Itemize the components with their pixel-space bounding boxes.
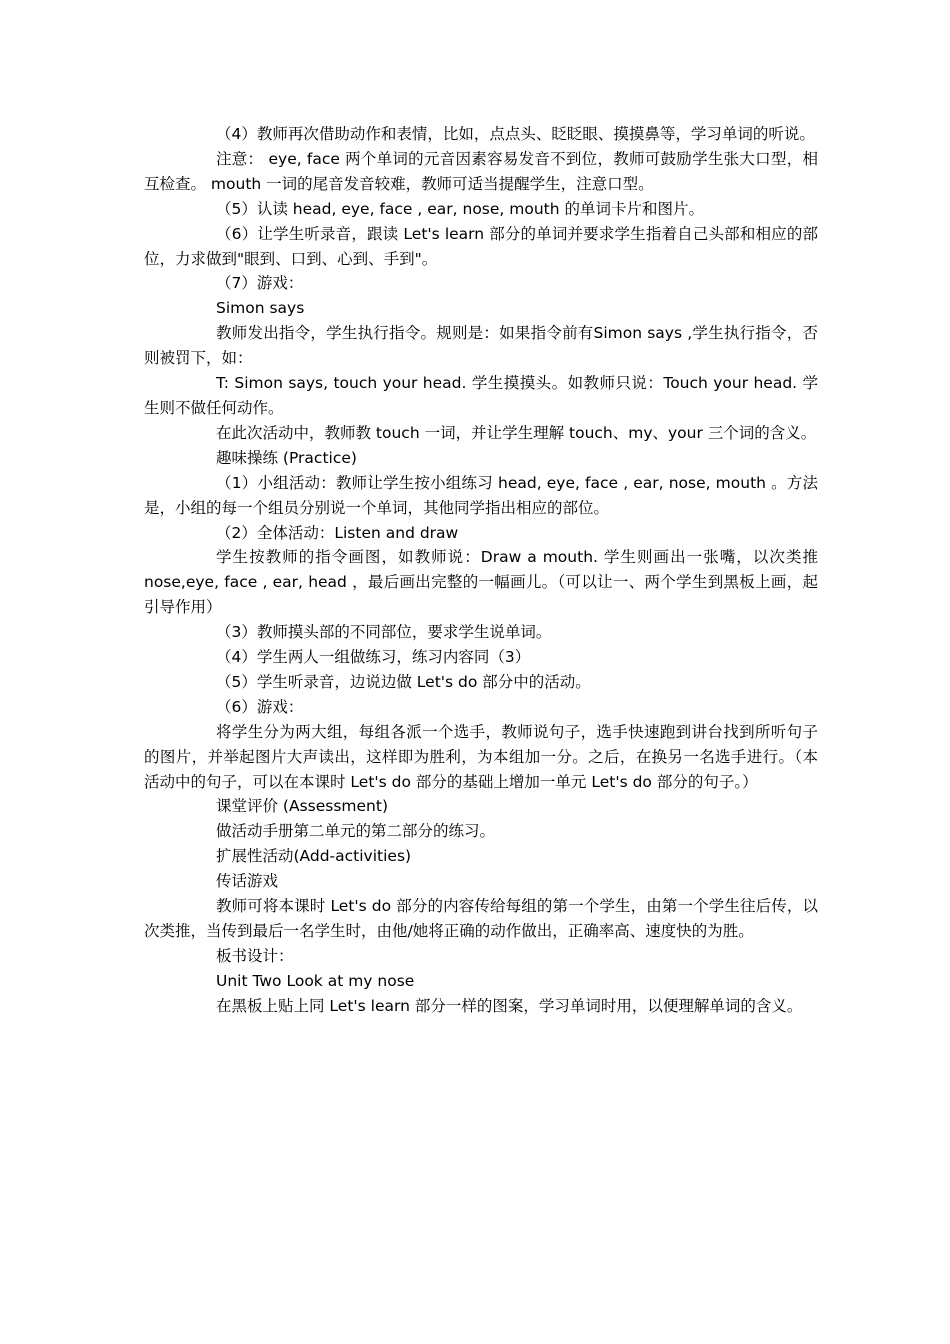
paragraph-whisper-game-detail: 教师可将本课时 Let's do 部分的内容传给每组的第一个学生，由第一个学生往后传，以次类推，当传到最后一名学生时，由他/她将正确的动作做出，正确率高、速度快的为胜。 (144, 897, 818, 940)
paragraph-practice-group: （1）小组活动：教师让学生按小组练习 head, eye, face , ear, nose, mouth 。方法是，小组的每一个组员分别说一个单词，其他同学指出相应的部位。 (144, 473, 818, 517)
paragraph-board-detail: 在黑板上贴上同 Let's learn 部分一样的图案，学习单词时用，以便理解单词的含义。 (216, 996, 803, 1015)
paragraph-practice-pairs: （4）学生两人一组做练习，练习内容同（3） (216, 648, 531, 667)
heading-board-design: 板书设计： (216, 946, 294, 965)
paragraph-step-5-cards: （5）认读 head, eye, face , ear, nose, mouth 的单词卡片和图片。 (216, 199, 705, 218)
paragraph-note-pronunciation: 注意： eye, face 两个单词的元音因素容易发音不到位，教师可鼓励学生张大口型，相互检查。 mouth 一词的尾音发音较难，教师可适当提醒学生，注意口型。 (144, 149, 818, 193)
heading-add-activities: 扩展性活动(Add-activities) (216, 847, 412, 866)
paragraph-touch-vocabulary: 在此次活动中，教师教 touch 一词，并让学生理解 touch、my、your 三个词的含义。 (216, 423, 817, 442)
paragraph-simon-says-example: T: Simon says, touch your head. 学生摸摸头。如教师只说：Touch your head. 学生则不做任何动作。 (144, 374, 818, 417)
paragraph-board-title: Unit Two Look at my nose (216, 971, 415, 990)
paragraph-practice-touch-head: （3）教师摸头部的不同部位，要求学生说单词。 (216, 623, 552, 642)
heading-assessment: 课堂评价 (Assessment) (216, 797, 388, 816)
paragraph-practice-game: （6）游戏： (216, 697, 304, 716)
paragraph-simon-says-rules: 教师发出指令，学生执行指令。规则是：如果指令前有Simon says ,学生执行指令，否则被罚下，如： (144, 324, 818, 368)
paragraph-practice-game-detail: 将学生分为两大组，每组各派一个选手，教师说句子，选手快速跑到讲台找到所听句子的图片，并举起图片大声读出，这样即为胜利，为本组加一分。之后，在换另一名选手进行。（本活动中的句子，可以在本课时 Let's do 部分的基础上增加一单元 Let's do 部分的句子。） (144, 722, 818, 791)
paragraph-practice-lets-do: （5）学生听录音，边说边做 Let's do 部分中的活动。 (216, 672, 591, 691)
heading-practice: 趣味操练 (Practice) (216, 448, 357, 467)
paragraph-whisper-game-title: 传话游戏 (216, 872, 279, 891)
paragraph-simon-says-title: Simon says (216, 299, 305, 318)
paragraph-assessment-workbook: 做活动手册第二单元的第二部分的练习。 (216, 822, 496, 841)
paragraph-practice-listen-draw: （2）全体活动：Listen and draw (216, 523, 459, 542)
paragraph-practice-draw-detail: 学生按教师的指令画图，如教师说：Draw a mouth. 学生则画出一张嘴，以次类推 nose,eye, face , ear, head ，最后画出完整的一幅画儿。（可以让一、两个学生到黑板上画，起引导作用） (144, 548, 818, 617)
document-body (144, 122, 818, 1019)
paragraph-step-6-listen: （6）让学生听录音，跟读 Let's learn 部分的单词并要求学生指着自己头部和相应的部位，力求做到"眼到、口到、心到、手到"。 (144, 224, 818, 268)
paragraph-step-7-game: （7）游戏： (216, 274, 304, 293)
paragraph-step-4-actions: （4）教师再次借助动作和表情，比如，点点头、眨眨眼、摸摸鼻等，学习单词的听说。 (216, 125, 815, 143)
